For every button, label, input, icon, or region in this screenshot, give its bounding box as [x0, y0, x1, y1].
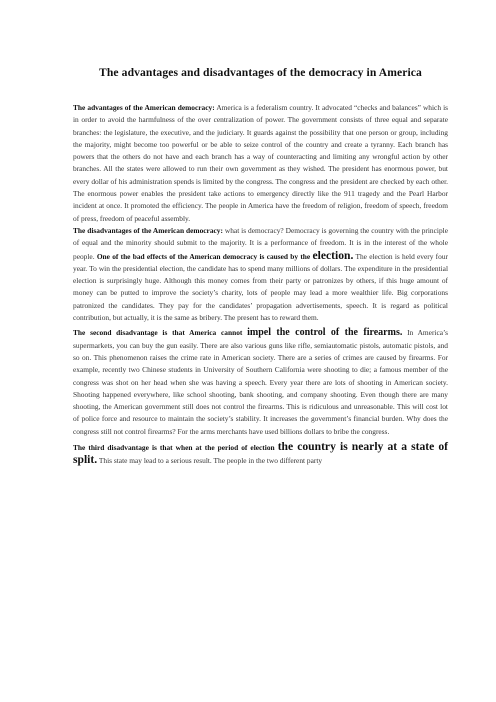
advantages-paragraph: [73, 102, 448, 225]
disadvantages-intro-text: what is democracy? Democracy is governing the country with the principle of equal and the minority should submit to the majority. It is a performance of freedom. It is in the interest of the whole people.: [73, 225, 448, 261]
document-title: The advantages and disadvantages of the democracy in America: [99, 66, 422, 79]
firearms-keyword: impel the control of the firearms.: [247, 327, 403, 339]
firearms-paragraph: [73, 327, 448, 438]
advantages-text: America is a federalism country. It advocated “checks and balances” which is in order to avoid the harmfulness of the over centralization of power. The government consists of three equal and separate branches: the legislature, the executive, and the judiciary. It guards against the possibility that one person or group, including the majority, might become too powerful or be able to seize control of the country and create a tyranny. Each branch has powers that the others do not have and each branch has a way of counteracting and limiting any wrongful action by other branches. All the states were allowed to run their own government as they wished. The president has enormous power, but every dollar of his administration spends is limited by the congress. The congress and the president are checked by each other. The enormous power enables the president take actions to emergency directly like the 911 tragedy and the Pearl Harbor incident at once. It promoted the efficiency. The people in America have the freedom of religion, freedom of speech, freedom of press, freedom of peaceful assembly.: [73, 103, 448, 223]
split-text: This state may lead to a serious result. The people in the two different party: [97, 456, 323, 466]
election-keyword: election.: [312, 248, 354, 262]
firearms-text: In America’s supermarkets, you can buy the gun easily. There are also various guns like rifle, semiautomatic pistols, automatic pistols, and so on. This phenomenon raises the crime rate in American society. There are a series of crimes are caused by firearms. For example, recently two Chinese students in University of Southern California were shooting to die; a famous member of the congress was shot on her head when she was having a speech. Every year there are lots of shooting in American society. Shooting happened everywhere, like school shooting, bank shooting, and company shooting. Even though there are many shooting, the American government still does not control the firearms. This is ridiculous and unreasonable. This will cost lot of police force and resource to maintain the society’s stability. It increases the government’s financial burden. Why does the congress still not control firearms? For the arms merchants have used billions dollars to bribe the congress.: [73, 328, 448, 436]
election-lead-text: One of the bad effects of the American democracy is caused by the: [96, 251, 313, 261]
split-heading: The third disadvantage is that when at the period of election: [73, 443, 278, 453]
split-keyword: the country is nearly at a state of split.: [73, 440, 449, 467]
disadvantages-paragraph: [73, 225, 448, 324]
disadvantages-heading: The disadvantages of the American democracy:: [73, 225, 223, 235]
firearms-heading: The second disadvantage is that America cannot: [73, 328, 248, 338]
election-text: The election is held every four year. To win the presidential election, the candidate has to spend many millions of dollars. The expenditure in the presidential election is surprisingly huge. Although this money comes from their party or patronizes by others, if this huge amount of money can be putted to improve the society’s charity, lots of people may lead a more wealthier life. Big corporations patronized the candidates. They pay for the candidates’ propagation advertisements, speech. It is regard as political contribution, but actually, it is the same as bribery. The present has to reward them.: [73, 251, 448, 323]
split-paragraph: [73, 441, 448, 468]
advantages-heading: The advantages of the American democracy:: [73, 103, 215, 112]
